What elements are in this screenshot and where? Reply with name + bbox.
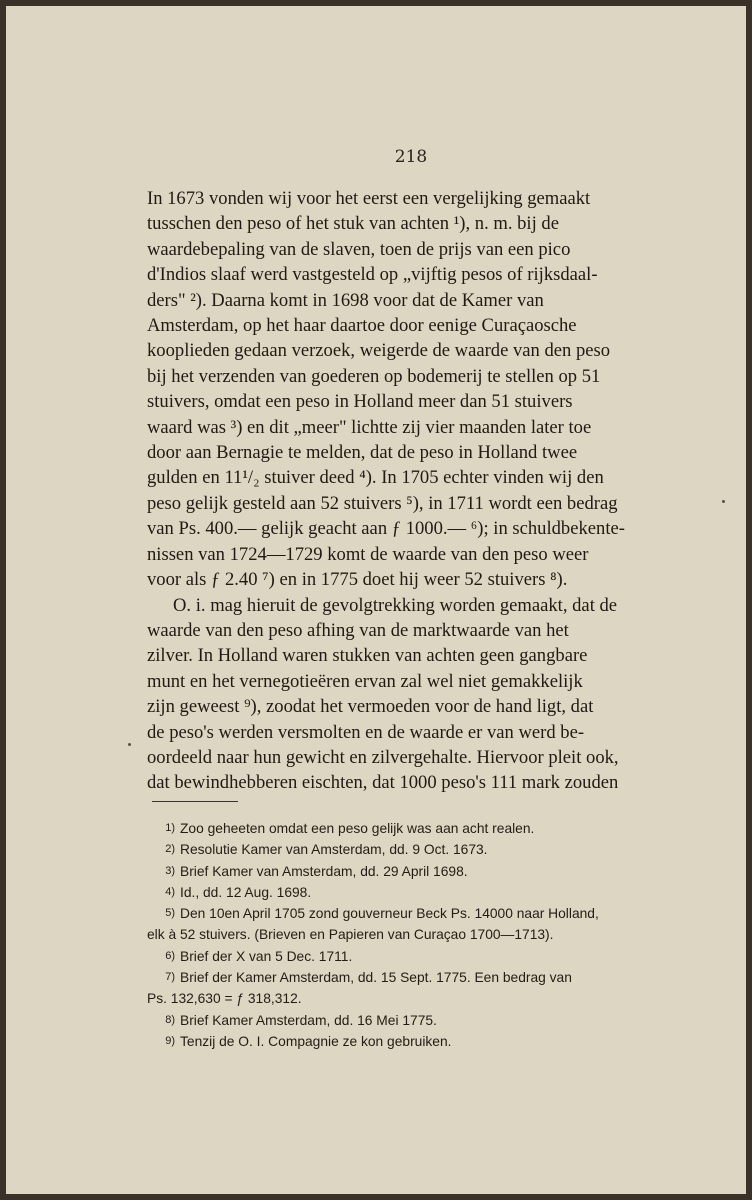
footnote-continuation: elk à 52 stuivers. (Brieven en Papieren van Curaçao 1700—1713).	[147, 927, 554, 943]
footnote-number: 4)	[165, 885, 175, 898]
page-number: 218	[394, 147, 428, 167]
footnotes	[147, 818, 681, 1052]
footnote-number: 9)	[165, 1034, 175, 1047]
footnote-continuation: Ps. 132,630 = ƒ 318,312.	[147, 991, 302, 1007]
footnote-number: 8)	[165, 1013, 175, 1026]
text-line: bij het verzenden van goederen op bodemerij te stellen op 51	[147, 365, 601, 387]
text-line: gulden en 11¹/₂ stuiver deed ⁴). In 1705 echter vinden wij den	[147, 467, 604, 489]
footnote-text: Brief Kamer Amsterdam, dd. 16 Mei 1775.	[180, 1012, 437, 1028]
footnote-number: 6)	[165, 949, 175, 962]
footnote-text: Id., dd. 12 Aug. 1698.	[180, 884, 312, 900]
footnote-number: 1)	[165, 822, 175, 834]
footnote-text: Resolutie Kamer van Amsterdam, dd. 9 Oct. 1673.	[180, 842, 488, 858]
text-line: nissen van 1724—1729 komt de waarde van den peso weer	[147, 543, 589, 565]
text-line: waarde van den peso afhing van de marktwaarde van het	[147, 619, 569, 641]
footnote	[147, 861, 681, 882]
footnote-text: Den 10en April 1705 zond gouverneur Beck Ps. 14000 naar Holland,	[180, 906, 599, 922]
text-line: tusschen den peso of het stuk van achten ¹), n. m. bij de	[147, 213, 559, 235]
text-line: munt en het vernegotieëren ervan zal wel niet gemakkelijk	[147, 670, 583, 692]
text-line: stuivers, omdat een peso in Holland meer dan 51 stuivers	[147, 391, 573, 413]
footnote-text: Brief der Kamer Amsterdam, dd. 15 Sept. 1775. Een bedrag van	[180, 970, 572, 986]
text-line: d'Indios slaaf werd vastgesteld op „vijftig pesos of rijksdaal-	[147, 264, 598, 286]
text-line: In 1673 vonden wij voor het eerst een vergelijking gemaakt	[147, 188, 591, 209]
text-line: kooplieden gedaan verzoek, weigerde de waarde van den peso	[147, 340, 611, 362]
text-line: waard was ³) en dit „meer" lichtte zij vier maanden later toe	[147, 416, 592, 438]
footnote	[147, 903, 681, 924]
footnote	[147, 967, 681, 988]
text-line: voor als ƒ 2.40 ⁷) en in 1775 doet hij weer 52 stuivers ⁸).	[147, 569, 568, 591]
footnote	[147, 818, 681, 839]
paper-speck	[722, 500, 725, 503]
footnote-text: Brief der X van 5 Dec. 1711.	[180, 948, 353, 964]
text-line: de peso's werden versmolten en de waarde er van werd be-	[147, 721, 585, 743]
book-page	[6, 6, 746, 1194]
text-line: peso gelijk gesteld aan 52 stuivers ⁵), in 1711 wordt een bedrag	[147, 492, 618, 514]
footnote-text: Tenzij de O. I. Compagnie ze kon gebruiken.	[180, 1033, 452, 1049]
footnote-text: Brief Kamer van Amsterdam, dd. 29 April 1698.	[180, 863, 468, 879]
text-line: door aan Bernagie te melden, dat de peso in Holland twee	[147, 442, 578, 464]
footnote-number: 7)	[165, 971, 175, 984]
text-line: O. i. mag hieruit de gevolgtrekking worden gemaakt, dat de	[173, 594, 618, 616]
text-line: Amsterdam, op het haar daartoe door eenige Curaçaosche	[147, 315, 577, 337]
body-text	[147, 186, 681, 796]
footnote-text: Zoo geheeten omdat een peso gelijk was aan acht realen.	[180, 821, 535, 836]
footnote-number: 3)	[165, 864, 175, 877]
footnote	[147, 946, 681, 967]
text-line: zijn geweest ⁹), zoodat het vermoeden voor de hand ligt, dat	[147, 696, 594, 718]
footnote	[147, 839, 681, 860]
footnote	[147, 1031, 681, 1052]
paper-speck	[128, 743, 131, 746]
footnote-number: 2)	[165, 843, 175, 856]
footnote	[147, 1010, 681, 1031]
text-line: oordeeld naar hun gewicht en zilvergehalte. Hiervoor pleit ook,	[147, 746, 619, 768]
text-line: waardebepaling van de slaven, toen de prijs van een pico	[147, 238, 571, 260]
footnote-number: 5)	[165, 907, 175, 920]
text-line: dat bewindhebberen eischten, dat 1000 peso's 111 mark zouden	[147, 772, 619, 794]
footnote-divider	[152, 801, 238, 802]
text-line: zilver. In Holland waren stukken van achten geen gangbare	[147, 645, 588, 667]
footnote	[147, 882, 681, 903]
text-line: ders" ²). Daarna komt in 1698 voor dat de Kamer van	[147, 289, 544, 311]
text-line: van Ps. 400.— gelijk geacht aan ƒ 1000.— ⁶); in schuldbekente-	[147, 518, 625, 540]
